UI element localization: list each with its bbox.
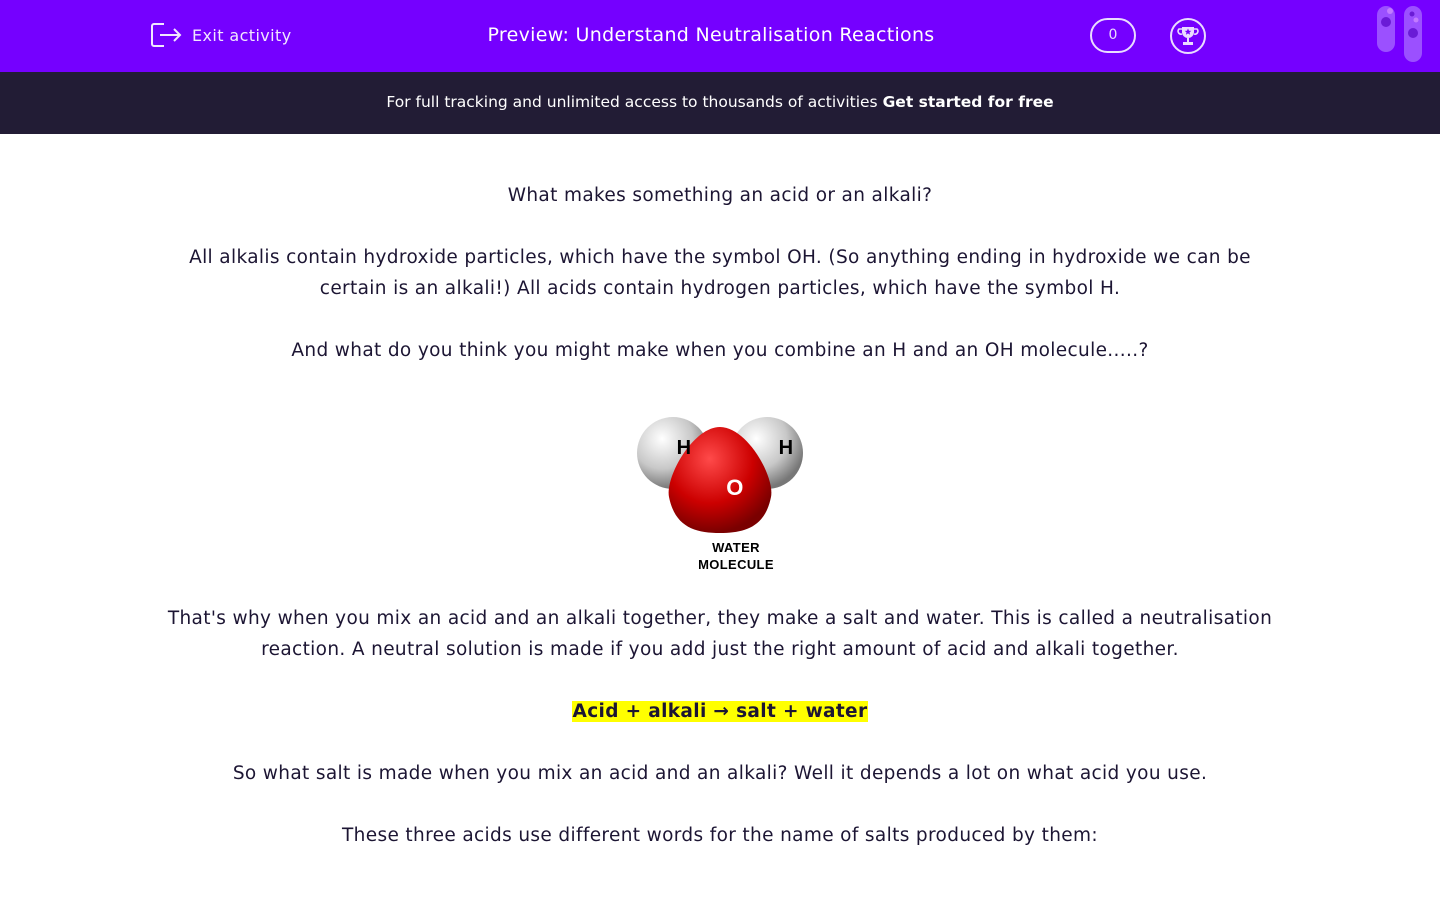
water-molecule-image	[635, 397, 805, 577]
hydrogen-label: H	[778, 437, 794, 459]
banner-text: For full tracking and unlimited access to thousands of activities	[386, 93, 883, 111]
test-tubes-logo-icon	[1376, 6, 1424, 64]
upgrade-banner	[0, 72, 1440, 134]
paragraph: What makes something an acid or an alkali?	[507, 185, 933, 206]
exit-label: Exit activity	[192, 25, 292, 45]
highlighted-equation: Acid + alkali → salt + water	[572, 701, 868, 722]
get-started-link[interactable]: Get started for free	[882, 93, 1054, 111]
oxygen-label: O	[726, 475, 744, 500]
paragraph: All alkalis contain hydroxide particles, which have the symbol OH. (So anything ending in hydroxide we can be certain is an alkali!) All acids contain hydrogen particles, which have the symbol H.	[189, 247, 1251, 299]
paragraph: And what do you think you might make when you combine an H and an OH molecule.....?	[291, 340, 1149, 361]
trophy-button[interactable]	[1170, 18, 1206, 54]
page-title: Preview: Understand Neutralisation Reactions	[487, 24, 935, 46]
caption-line: MOLECULE	[698, 557, 774, 572]
score-badge: 0	[1090, 18, 1136, 53]
paragraph: So what salt is made when you mix an acid and an alkali? Well it depends a lot on what acid you use.	[232, 763, 1208, 784]
paragraph: These three acids use different words for the name of salts produced by them:	[342, 825, 1098, 846]
top-bar	[0, 0, 1440, 72]
caption-line: WATER	[712, 540, 760, 555]
paragraph: That's why when you mix an acid and an alkali together, they make a salt and water. This is called a neutralisation reaction. A neutral solution is made if you add just the right amount of acid and alkali together.	[167, 608, 1273, 660]
hydrogen-label: H	[676, 437, 692, 459]
lesson-content	[160, 134, 1280, 851]
trophy-icon	[1177, 25, 1199, 47]
